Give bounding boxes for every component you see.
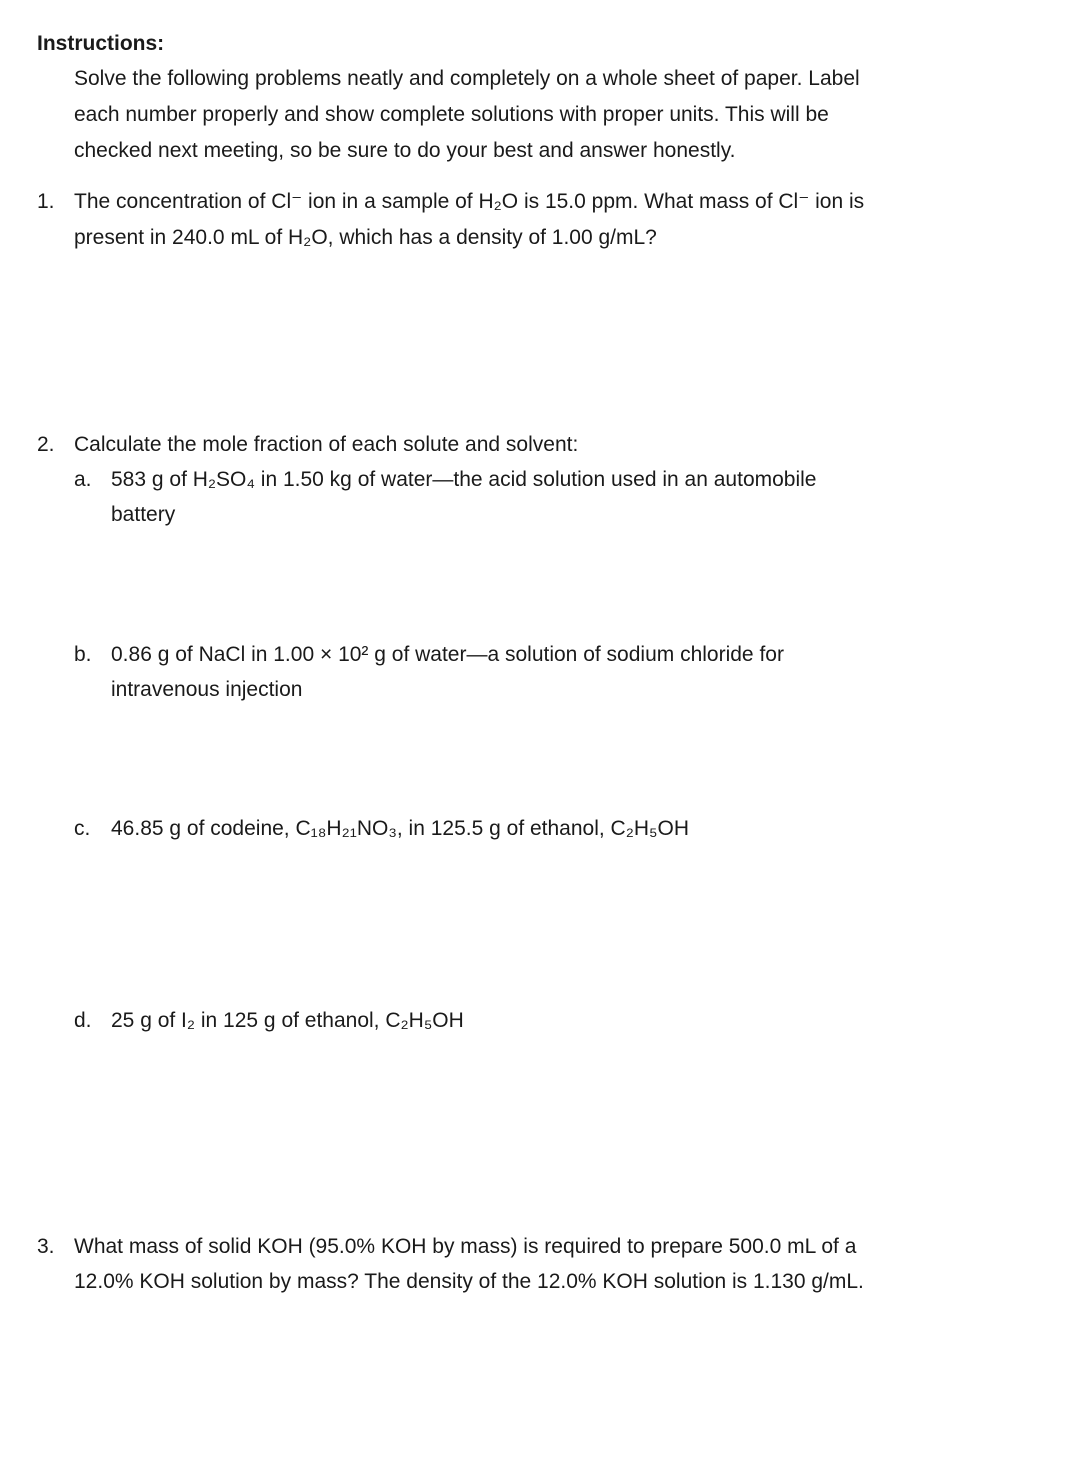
question-2c-letter: c. [74,817,91,840]
question-3-line-2: 12.0% KOH solution by mass? The density of the 12.0% KOH solution is 1.130 g/mL. [74,1270,864,1293]
question-2a-line-1: 583 g of H₂SO₄ in 1.50 kg of water—the acid solution used in an automobile [111,468,817,491]
instructions-line-1: Solve the following problems neatly and completely on a whole sheet of paper. Label [74,67,860,90]
question-2b-line-2: intravenous injection [111,678,303,701]
question-2b-line-1: 0.86 g of NaCl in 1.00 × 10² g of water—a solution of sodium chloride for [111,643,784,666]
question-2b-letter: b. [74,643,92,666]
instructions-line-3: checked next meeting, so be sure to do your best and answer honestly. [74,139,736,162]
instructions-heading: Instructions: [37,32,165,55]
question-1-number: 1. [37,190,55,213]
question-2-prompt: Calculate the mole fraction of each solute and solvent: [74,433,579,456]
question-1-line-1: The concentration of Cl⁻ ion in a sample of H₂O is 15.0 ppm. What mass of Cl⁻ ion is [74,190,865,213]
question-2d-letter: d. [74,1009,92,1032]
instructions-line-2: each number properly and show complete solutions with proper units. This will be [74,103,829,126]
question-3-line-1: What mass of solid KOH (95.0% KOH by mass) is required to prepare 500.0 mL of a [74,1235,857,1258]
question-2a-letter: a. [74,468,92,491]
question-2d-line-1: 25 g of I₂ in 125 g of ethanol, C₂H₅OH [111,1009,464,1032]
question-1-line-2: present in 240.0 mL of H₂O, which has a density of 1.00 g/mL? [74,226,657,249]
question-2-number: 2. [37,433,55,456]
question-2a-line-2: battery [111,503,176,526]
question-2c-line-1: 46.85 g of codeine, C₁₈H₂₁NO₃, in 125.5 g of ethanol, C₂H₅OH [111,817,689,840]
question-3-number: 3. [37,1235,55,1258]
